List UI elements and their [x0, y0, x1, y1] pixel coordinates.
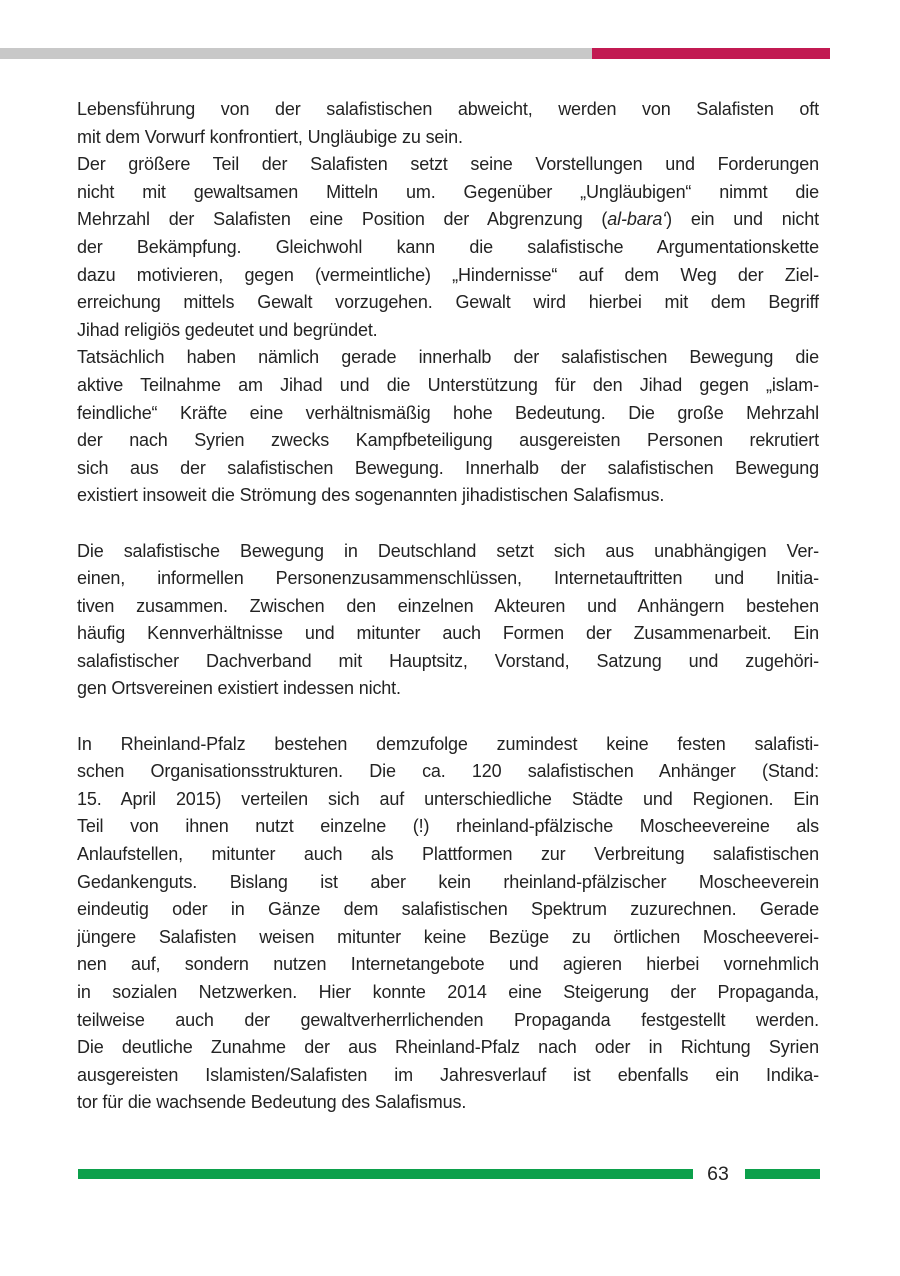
text-line: Jihad religiös gedeutet und begründet.: [77, 319, 378, 340]
text-line: sich aus der salafistischen Bewegung. Innerhalb der salafistischen Bewegung: [77, 457, 819, 478]
text-line: existiert insoweit die Strömung des sogenannten jihadistischen Salafismus.: [77, 485, 665, 506]
text-line: einen, informellen Personenzusammenschlüssen, Internetauftritten und Initia-: [77, 568, 819, 589]
header-rule: [0, 48, 830, 59]
text-line: dazu motivieren, gegen (vermeintliche) „Hindernisse“ auf dem Weg der Ziel-: [77, 264, 819, 285]
text-segment: Mehrzahl der Salafisten eine Position der Abgrenzung (: [77, 209, 608, 230]
text-line: tiven zusammen. Zwischen den einzelnen Akteuren und Anhängern bestehen: [77, 595, 819, 616]
text-block: [77, 731, 819, 1117]
text-line: teilweise auch der gewaltverherrlichenden Propaganda festgestellt werden.: [77, 1009, 819, 1030]
text-line: ausgereisten Islamisten/Salafisten im Jahresverlauf ist ebenfalls ein Indika-: [77, 1064, 819, 1085]
text-line: Anlaufstellen, mitunter auch als Plattformen zur Verbreitung salafistischen: [77, 844, 819, 865]
page-number: 63: [707, 1163, 729, 1185]
text-line: in sozialen Netzwerken. Hier konnte 2014 eine Steigerung der Propaganda,: [77, 982, 819, 1002]
text-line: Die salafistische Bewegung in Deutschland setzt sich aus unabhängigen Ver-: [77, 540, 819, 561]
paragraph: [77, 96, 819, 151]
text-line: jüngere Salafisten weisen mitunter keine Bezüge zu örtlichen Moscheeverei-: [77, 926, 819, 947]
text-line: In Rheinland-Pfalz bestehen demzufolge zumindest keine festen salafisti-: [77, 733, 819, 754]
text-line: aktive Teilnahme am Jihad und die Unterstützung für den Jihad gegen „islam-: [77, 374, 819, 395]
footer-rule-left: [78, 1169, 693, 1179]
footer-rule-right: [745, 1169, 820, 1179]
text-line: salafistischer Dachverband mit Hauptsitz, Vorstand, Satzung und zugehöri-: [77, 650, 819, 671]
paragraph: [77, 731, 819, 1117]
text-line: der Bekämpfung. Gleichwohl kann die salafistische Argumentationskette: [77, 236, 819, 257]
italic-term: al-bara‘: [607, 209, 667, 230]
text-line: [77, 206, 819, 234]
text-line: häufig Kennverhältnisse und mitunter auch Formen der Zusammenarbeit. Ein: [77, 623, 819, 644]
text-block: [77, 96, 819, 510]
text-line: eindeutig oder in Gänze dem salafistischen Spektrum zuzurechnen. Gerade: [77, 899, 819, 920]
text-line: mit dem Vorwurf konfrontiert, Ungläubige zu sein.: [77, 126, 463, 147]
paragraph: [77, 538, 819, 704]
text-line: nen auf, sondern nutzen Internetangebote und agieren hierbei vornehmlich: [77, 954, 819, 975]
paragraph: [77, 344, 819, 510]
text-segment: ) ein und nicht: [666, 209, 819, 230]
header-rule-accent-segment: [592, 48, 830, 59]
text-line: Gedankenguts. Bislang ist aber kein rheinland-pfälzischer Moscheeverein: [77, 871, 819, 892]
text-line: Teil von ihnen nutzt einzelne (!) rheinland-pfälzische Moscheevereine als: [77, 816, 819, 837]
text-block: [77, 538, 819, 704]
text-line: gen Ortsvereinen existiert indessen nicht.: [77, 678, 401, 699]
text-line: Der größere Teil der Salafisten setzt seine Vorstellungen und Forderungen: [77, 154, 819, 175]
text-line: tor für die wachsende Bedeutung des Salafismus.: [77, 1092, 467, 1113]
text-line: nicht mit gewaltsamen Mitteln um. Gegenüber „Ungläubigen“ nimmt die: [77, 181, 819, 202]
header-rule-gray-segment: [0, 48, 592, 59]
paragraph: [77, 151, 819, 344]
text-line: erreichung mittels Gewalt vorzugehen. Gewalt wird hierbei mit dem Begriff: [77, 292, 819, 313]
text-line: schen Organisationsstrukturen. Die ca. 120 salafistischen Anhänger (Stand:: [77, 761, 819, 782]
text-line: der nach Syrien zwecks Kampfbeteiligung ausgereisten Personen rekrutiert: [77, 430, 819, 451]
text-line: Lebensführung von der salafistischen abweicht, werden von Salafisten oft: [77, 99, 819, 119]
text-line: 15. April 2015) verteilen sich auf unterschiedliche Städte und Regionen. Ein: [77, 788, 819, 809]
text-line: Tatsächlich haben nämlich gerade innerhalb der salafistischen Bewegung die: [77, 347, 819, 368]
body-text: [77, 96, 819, 1117]
text-line: feindliche“ Kräfte eine verhältnismäßig hohe Bedeutung. Die große Mehrzahl: [77, 402, 819, 423]
text-line: Die deutliche Zunahme der aus Rheinland-Pfalz nach oder in Richtung Syrien: [77, 1037, 819, 1058]
